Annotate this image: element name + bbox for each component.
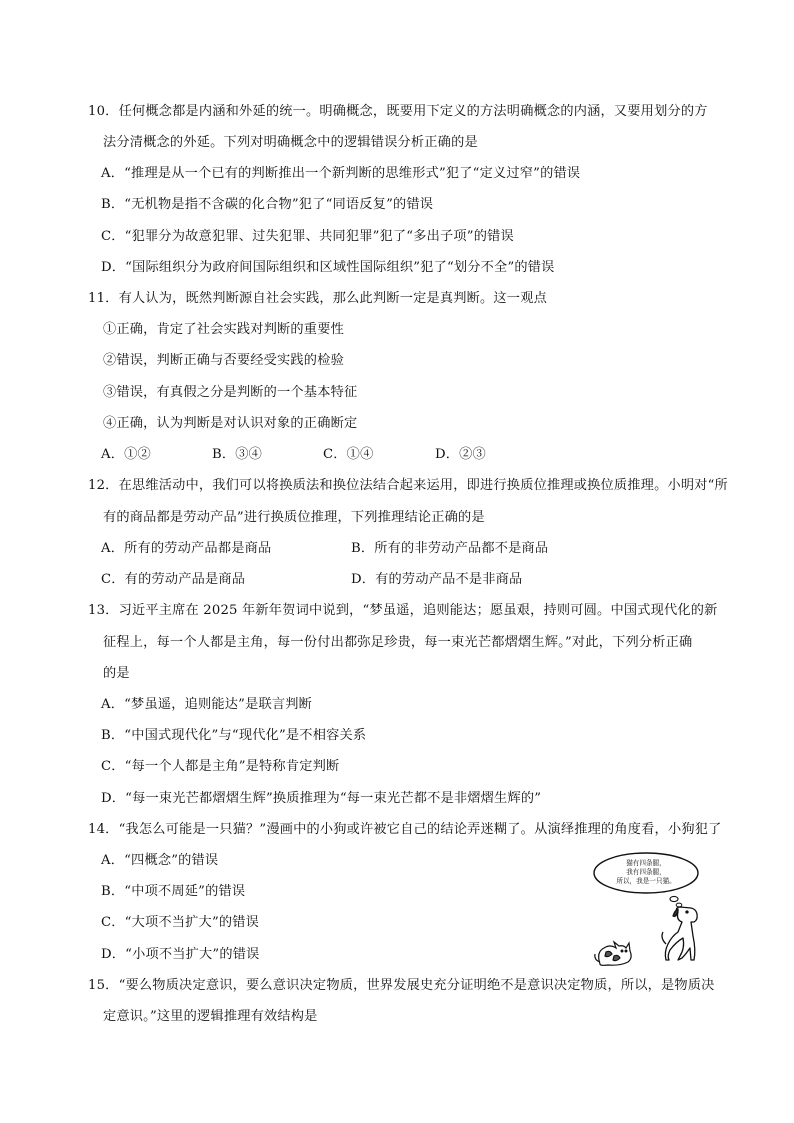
q14-option-b: B．“中项不周延”的错误 — [101, 884, 246, 899]
q11-option-a: A．①② — [101, 447, 151, 462]
q12-option-d: D．有的劳动产品不是非商品 — [351, 572, 523, 587]
q12-stem-line-2: 有的商品都是劳动产品”进行换质位推理，下列推理结论正确的是 — [103, 510, 485, 525]
q10-option-a: A．“推理是从一个已有的判断推出一个新判断的思维形式”犯了“定义过窄”的错误 — [101, 166, 581, 181]
q13-stem-line-2: 征程上，每一个人都是主角，每一份付出都弥足珍贵，每一束光芒都熠熠生辉。”对此，下列分析正确 — [103, 635, 693, 650]
q10-option-b: B．“无机物是指不含碳的化合物”犯了“同语反复”的错误 — [101, 197, 434, 212]
q10-stem-line-1: 10．任何概念都是内涵和外延的统一。明确概念，既要用下定义的方法明确概念的内涵，又要用划分的方 — [88, 104, 708, 119]
q13-option-a: A．“梦虽遥，追则能达”是联言判断 — [101, 697, 313, 712]
q11-option-d: D．②③ — [435, 447, 486, 462]
q14-option-d: D．“小项不当扩大”的错误 — [101, 947, 260, 962]
q13-option-b: B．“中国式现代化”与“现代化”是不相容关系 — [101, 728, 367, 743]
q15-stem-line-1: 15．“要么物质决定意识，要么意识决定物质，世界发展史充分证明绝不是意识决定物质，所以，是物质决 — [88, 978, 715, 993]
q11-option-b: B．③④ — [212, 447, 263, 462]
q11-stem: 11．有人认为，既然判断源自社会实践，那么此判断一定是真判断。这一观点 — [88, 291, 547, 306]
q13-stem-line-3: 的是 — [103, 666, 130, 681]
q11-statement-1: ①正确，肯定了社会实践对判断的重要性 — [103, 322, 344, 337]
dog-icon — [662, 907, 697, 960]
q13-option-d: D．“每一束光芒都熠熠生辉”换质推理为“每一束光芒都不是非熠熠生辉的” — [101, 791, 542, 806]
q11-statement-2: ②错误，判断正确与否要经受实践的检验 — [103, 353, 344, 368]
dog-cat-cartoon — [590, 852, 715, 970]
q11-option-c: C．①④ — [323, 447, 374, 462]
cat-icon — [595, 942, 631, 965]
q10-option-c: C．“犯罪分为故意犯罪、过失犯罪、共同犯罪”犯了“多出子项”的错误 — [101, 229, 514, 244]
q14-stem: 14．“我怎么可能是一只猫？”漫画中的小狗或许被它自己的结论弄迷糊了。从演绎推理的角度看，小狗犯了 — [88, 822, 722, 837]
q13-stem-line-1: 13．习近平主席在 2025 年新年贺词中说到，“梦虽遥，追则能达；愿虽艰，持则可圆。中国式现代化的新 — [88, 603, 718, 618]
q15-stem-line-2: 定意识。”这里的逻辑推理有效结构是 — [103, 1009, 318, 1024]
q10-stem-line-2: 法分清概念的外延。下列对明确概念中的逻辑错误分析正确的是 — [103, 135, 478, 150]
q14-option-a: A．“四概念”的错误 — [101, 853, 219, 868]
q13-option-c: C．“每一个人都是主角”是特称肯定判断 — [101, 759, 340, 774]
q12-stem-line-1: 12．在思维活动中，我们可以将换质法和换位法结合起来运用，即进行换质位推理或换位质推理。小明对“所 — [88, 478, 728, 493]
bubble-text-2: 我有四条腿， — [626, 868, 666, 876]
q12-option-c: C．有的劳动产品是商品 — [101, 572, 246, 587]
bubble-text-3: 所以，我是一只猫。 — [616, 877, 676, 885]
bubble-text-1: 猫有四条腿， — [626, 859, 666, 867]
q11-statement-3: ③错误，有真假之分是判断的一个基本特征 — [103, 385, 358, 400]
q14-option-c: C．“大项不当扩大”的错误 — [101, 915, 260, 930]
q12-option-a: A．所有的劳动产品都是商品 — [101, 541, 272, 556]
q12-option-b: B．所有的非劳动产品都不是商品 — [351, 541, 549, 556]
q10-option-d: D．“国际组织分为政府间国际组织和区域性国际组织”犯了“划分不全”的错误 — [101, 260, 555, 275]
q11-statement-4: ④正确，认为判断是对认识对象的正确断定 — [103, 416, 358, 431]
